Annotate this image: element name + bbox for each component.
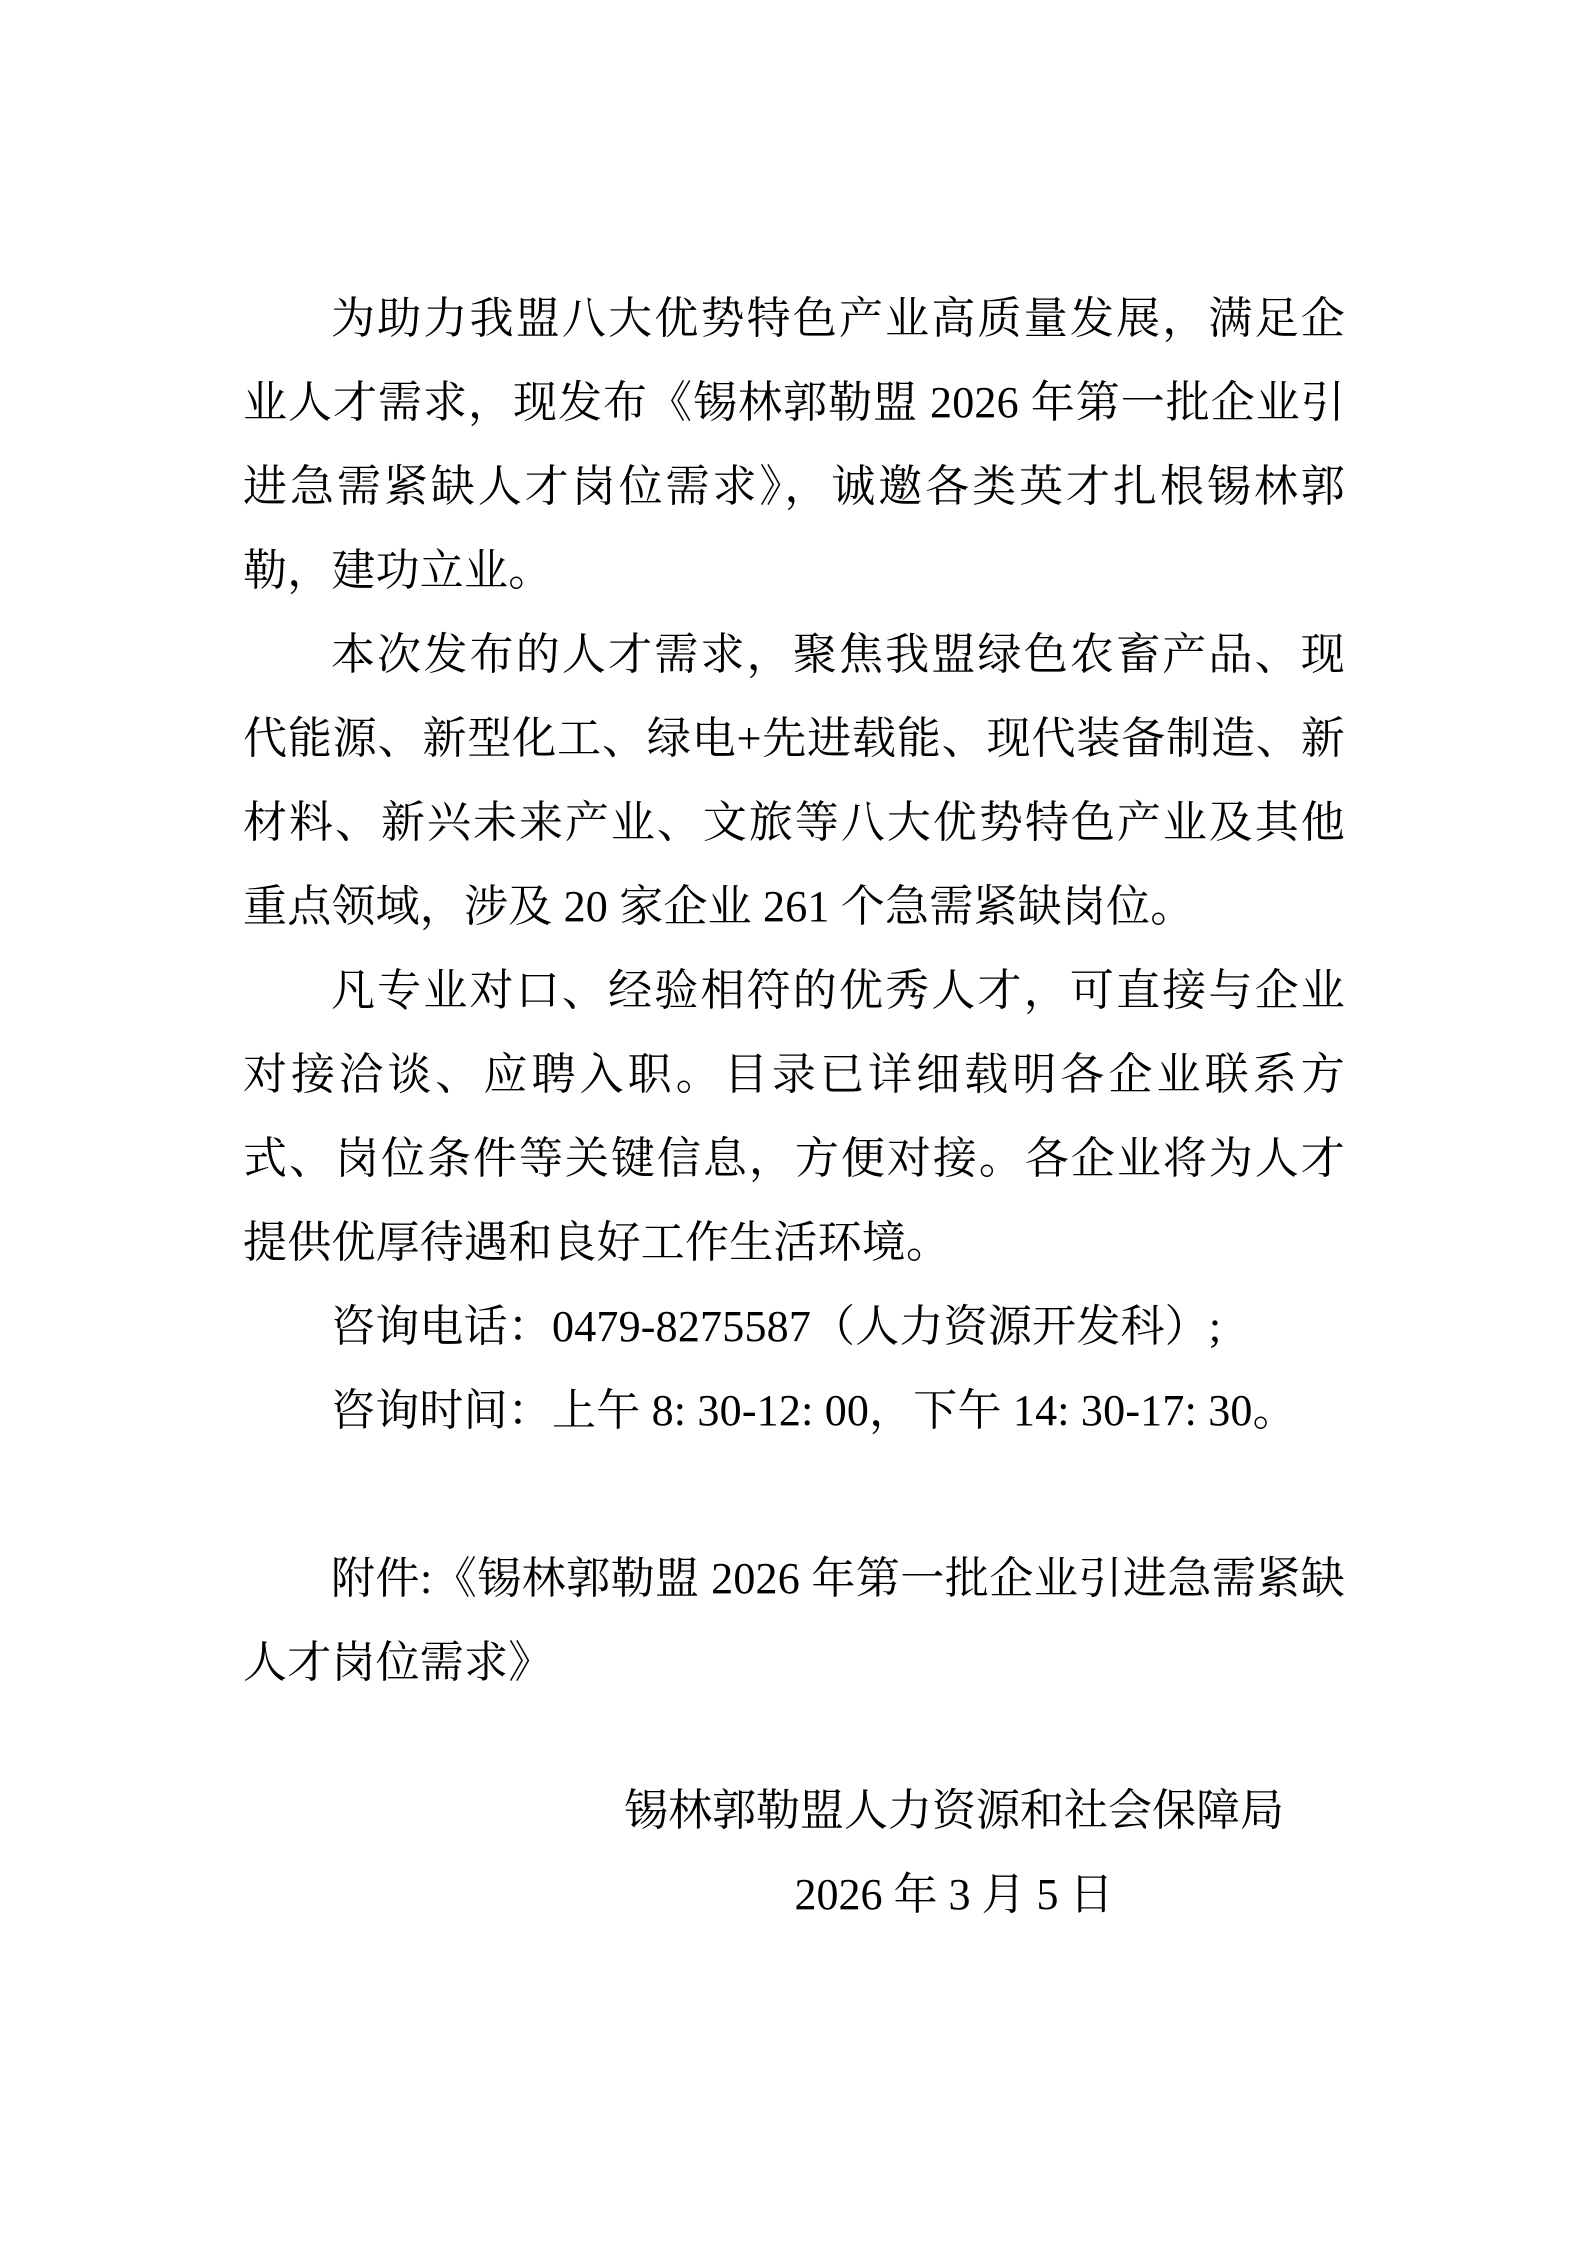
paragraph-industries: 本次发布的人才需求，聚焦我盟绿色农畜产品、现代能源、新型化工、绿电+先进载能、现代装备制造、新材料、新兴未来产业、文旅等八大优势特色产业及其他重点领域，涉及 20 家企业 261 个急需紧缺岗位。 <box>243 630 1345 931</box>
contact-phone-line: 咨询电话：0479-8275587（人力资源开发科）; <box>331 1302 1222 1351</box>
signature-date: 2026 年 3 月 5 日 <box>794 1870 1114 1919</box>
signature-inner <box>624 1769 1284 1937</box>
blank-line <box>243 1705 1345 1769</box>
paragraph-application-info: 凡专业对口、经验相符的优秀人才，可直接与企业对接洽谈、应聘入职。目录已详细载明各企业联系方式、岗位条件等关键信息，方便对接。各企业将为人才提供优厚待遇和良好工作生活环境。 <box>243 966 1345 1267</box>
attachment-line: 附件:《锡林郭勒盟 2026 年第一批企业引进急需紧缺人才岗位需求》 <box>243 1554 1345 1687</box>
paragraph-intro: 为助力我盟八大优势特色产业高质量发展，满足企业人才需求，现发布《锡林郭勒盟 2026 年第一批企业引进急需紧缺人才岗位需求》，诚邀各类英才扎根锡林郭勒，建功立业。 <box>243 294 1345 595</box>
contact-time-line: 咨询时间：上午 8: 30-12: 00，下午 14: 30-17: 30。 <box>331 1386 1297 1435</box>
signature-issuer: 锡林郭勒盟人力资源和社会保障局 <box>624 1786 1284 1835</box>
blank-line <box>243 1453 1345 1537</box>
signature-block <box>243 1769 1345 1937</box>
